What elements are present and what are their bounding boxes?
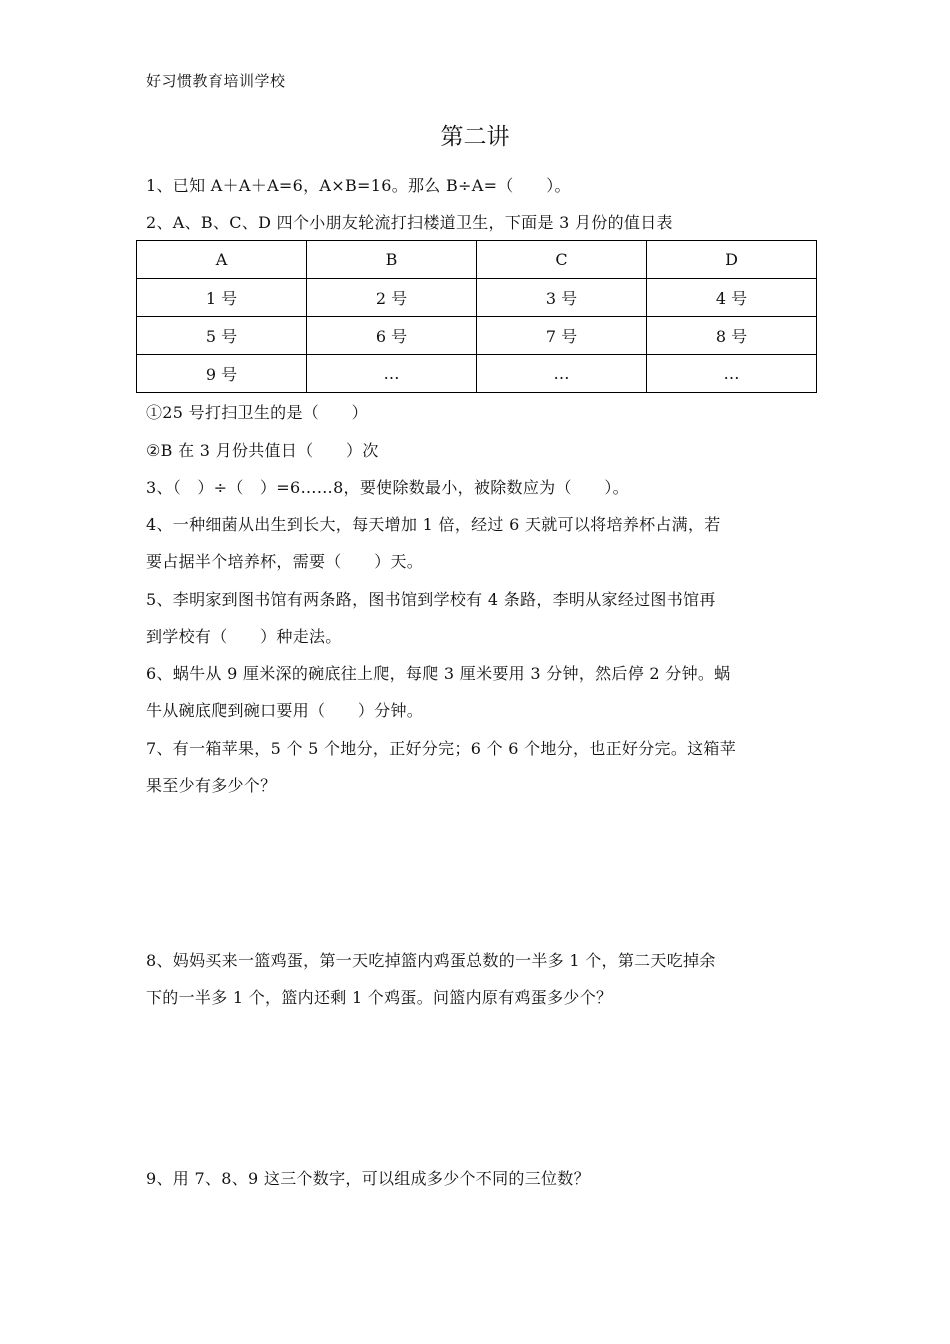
table-header-row	[137, 241, 817, 279]
question-4-line-2: 要占据半个培养杯，需要（ ）天。	[146, 552, 424, 571]
table-cell: 2 号	[307, 279, 477, 317]
table-cell: …	[477, 355, 647, 393]
question-7-line-1: 7、有一箱苹果，5 个 5 个地分，正好分完；6 个 6 个地分，也正好分完。这箱苹	[146, 739, 737, 758]
table-header-cell: C	[477, 241, 647, 279]
table-header-cell: A	[137, 241, 307, 279]
table-cell: 3 号	[477, 279, 647, 317]
question-8-line-2: 下的一半多 1 个，篮内还剩 1 个鸡蛋。问篮内原有鸡蛋多少个？	[146, 988, 613, 1007]
table-cell: 4 号	[647, 279, 817, 317]
school-header: 好习惯教育培训学校	[146, 72, 286, 90]
question-9: 9、用 7、8、9 这三个数字，可以组成多少个不同的三位数？	[146, 1169, 590, 1188]
table-cell: 7 号	[477, 317, 647, 355]
duty-table	[136, 240, 817, 393]
question-6-line-1: 6、蜗牛从 9 厘米深的碗底往上爬，每爬 3 厘米要用 3 分钟，然后停 2 分钟。蜗	[146, 664, 731, 683]
table-cell: 8 号	[647, 317, 817, 355]
table-cell: 1 号	[137, 279, 307, 317]
question-2b: ②B 在 3 月份共值日（ ）次	[146, 441, 379, 460]
question-8-line-1: 8、妈妈买来一篮鸡蛋，第一天吃掉篮内鸡蛋总数的一半多 1 个，第二天吃掉余	[146, 951, 716, 970]
table-header-cell: D	[647, 241, 817, 279]
question-2: 2、A、B、C、D 四个小朋友轮流打扫楼道卫生，下面是 3 月份的值日表	[146, 213, 673, 232]
question-3: 3、（ ）÷（ ）=6……8，要使除数最小，被除数应为（ ）。	[146, 478, 629, 497]
table-cell: 9 号	[137, 355, 307, 393]
question-5-line-1: 5、李明家到图书馆有两条路，图书馆到学校有 4 条路，李明从家经过图书馆再	[146, 590, 716, 609]
table-row	[137, 317, 817, 355]
table-cell: 5 号	[137, 317, 307, 355]
table-row	[137, 279, 817, 317]
question-6-line-2: 牛从碗底爬到碗口要用（ ）分钟。	[146, 701, 424, 720]
table-cell: …	[307, 355, 477, 393]
page-title: 第二讲	[440, 124, 510, 150]
question-1: 1、已知 A＋A＋A=6，A×B=16。那么 B÷A=（ ）。	[146, 176, 571, 195]
table-header-cell: B	[307, 241, 477, 279]
question-5-line-2: 到学校有（ ）种走法。	[146, 627, 342, 646]
question-4-line-1: 4、一种细菌从出生到长大，每天增加 1 倍，经过 6 天就可以将培养杯占满，若	[146, 515, 721, 534]
question-2a: ①25 号打扫卫生的是（ ）	[146, 403, 368, 422]
table-row	[137, 355, 817, 393]
table-cell: …	[647, 355, 817, 393]
table-cell: 6 号	[307, 317, 477, 355]
question-7-line-2: 果至少有多少个？	[146, 776, 277, 795]
